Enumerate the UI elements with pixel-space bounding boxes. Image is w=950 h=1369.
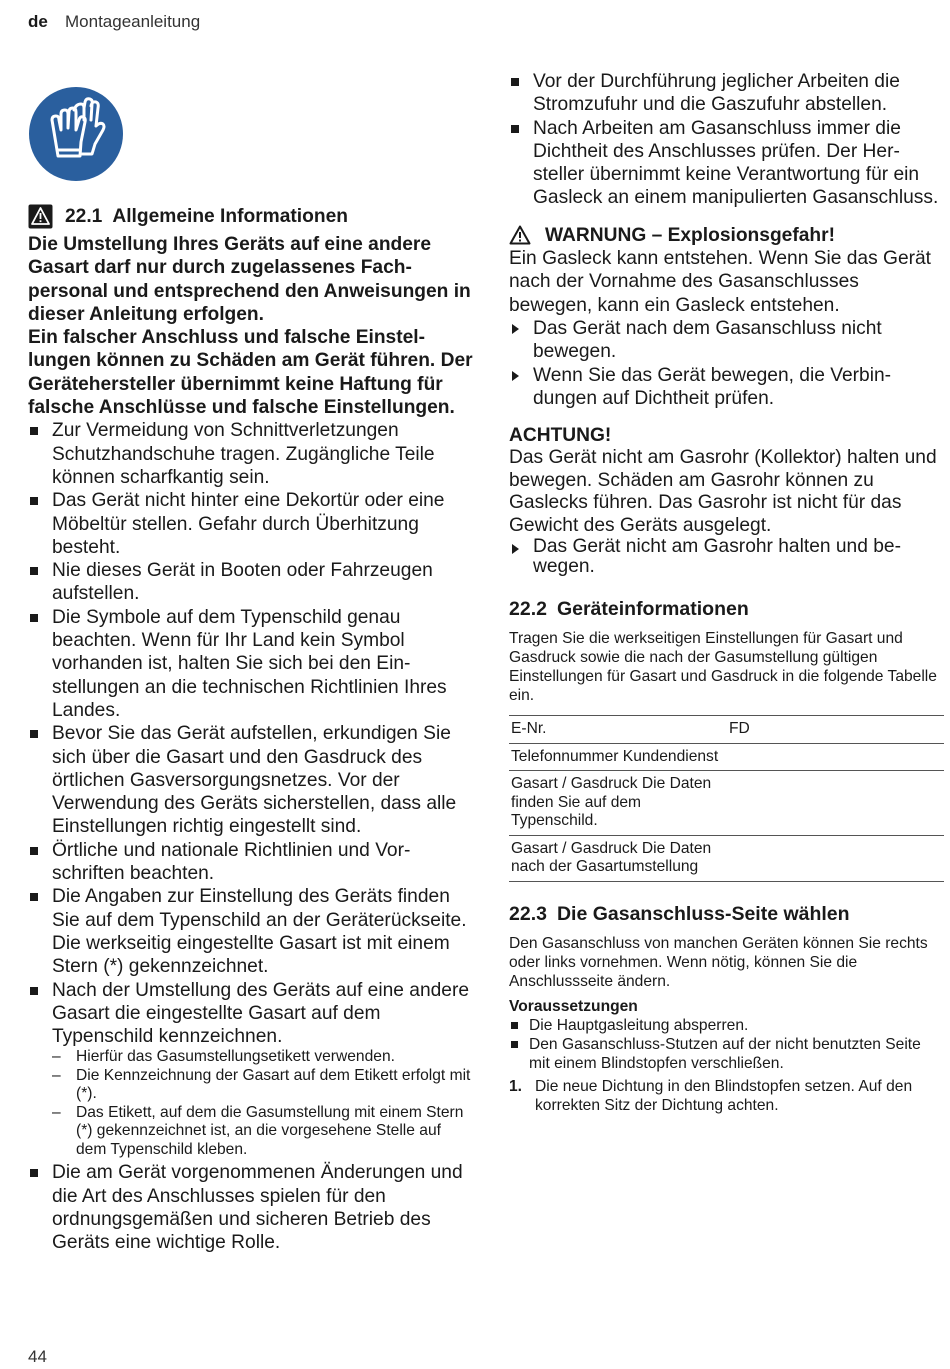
page-number: 44 (28, 1347, 47, 1366)
warning-text: Ein Gasleck kann entstehen. Wenn Sie das Gerät nach der Vornahme des Gasanschlusses bewegen, kann ein Gasleck entstehen. (509, 248, 932, 316)
table-cell: Telefonnummer Kundendienst (509, 743, 727, 771)
right-column (509, 70, 944, 1115)
list-item: Die Angaben zur Einstellung des Geräts finden Sie auf dem Typenschild an der Geräterückseite. Die werkseitig eingestellte Gasart ist mit einem Stern (*) gekennzeichnet. (28, 885, 473, 978)
list-item: Die am Gerät vorgenommenen Änderungen und die Art des Anschlusses spielen für den ordnungsgemäßen und sicheren Betrieb des Geräts eine wichtige Rolle. (28, 1161, 473, 1254)
left-column (28, 86, 473, 1255)
caution-steps (509, 537, 944, 577)
intro-bold-2: Ein falscher Anschluss und falsche Einstellungen können zu Schäden am Gerät führen. Der Gerätehersteller übernimmt keine Haftung für falsche Anschlüsse und falsche Einstellungen. (28, 327, 473, 419)
list-item: – Die Kennzeichnung der Gasart auf dem Etikett erfolgt mit (*). (52, 1067, 473, 1104)
list-item: Zur Vermeidung von Schnittverletzungen Schutzhandschuhe tragen. Zugängliche Teile können scharfkantig sein. (28, 419, 473, 489)
gloves-icon (28, 86, 124, 182)
language-code: de (28, 12, 48, 31)
safety-bullet-list (28, 419, 473, 1048)
list-item: Die Symbole auf dem Typenschild genau beachten. Wenn für Ihr Land kein Symbol vorhanden ist, halten Sie sich bei den Einstellungen an die technischen Richtlinien Ihres Landes. (28, 606, 473, 722)
list-item: Nach der Umstellung des Geräts auf eine andere Gasart die eingestellte Gasart auf dem Typenschild kennzeichnen. (28, 979, 473, 1049)
sub-dash-list (28, 1048, 473, 1159)
list-item: Das Gerät nach dem Gasanschluss nicht bewegen. (509, 317, 944, 364)
table-cell: FD (727, 716, 944, 744)
list-item: Nach Arbeiten am Gasanschluss immer die Dichtheit des Anschlusses prüfen. Der Hersteller übernimmt keine Verantwortung für ein Gasleck an einem manipulierten Gasanschluss. (509, 117, 944, 210)
list-item: Das Gerät nicht am Gasrohr halten und bewegen. (509, 537, 944, 577)
section-number: 22.2 (509, 598, 547, 621)
list-item: Den Gasanschluss-Stutzen auf der nicht benutzten Seite mit einem Blindstopfen verschließen. (509, 1035, 944, 1073)
prerequisites-list (509, 1016, 944, 1073)
warning-steps (509, 317, 944, 410)
section-heading-22-2 (509, 597, 944, 621)
list-item: Das Gerät nicht hinter eine Dekortür oder eine Möbeltür stellen. Gefahr durch Überhitzung besteht. (28, 489, 473, 559)
list-item: Nie dieses Gerät in Booten oder Fahrzeugen aufstellen. (28, 559, 473, 606)
step-number: 1. (509, 1077, 523, 1095)
caution-title: ACHTUNG! (509, 425, 612, 447)
section-number: 22.1 (65, 205, 103, 227)
table-cell: Gasart / Gasdruck Die Daten nach der Gasartumstellung (509, 835, 727, 881)
section-number: 22.3 (509, 902, 547, 925)
section2-text: Tragen Sie die werkseitigen Einstellungen für Gasart und Gasdruck sowie die nach der Gasumstellung gültigen Einstellungen für Gasart und Gasdruck in die folgende Tabelle ein. (509, 630, 937, 705)
warning-icon (28, 204, 53, 229)
list-item: – Das Etikett, auf dem die Gasumstellung mit einem Stern (*) gekennzeichnet ist, an die vorgesehene Stelle auf dem Typenschild kleben. (52, 1104, 473, 1160)
device-info-table (509, 715, 944, 882)
table-row (509, 835, 944, 881)
prerequisites-title: Voraussetzungen (509, 997, 638, 1015)
list-item: Die Hauptgasleitung absperren. (509, 1016, 944, 1035)
table-cell: E-Nr. (509, 716, 727, 744)
section-title: Die Gasanschluss-Seite wählen (556, 902, 850, 925)
list-item: Wenn Sie das Gerät bewegen, die Verbindungen auf Dichtheit prüfen. (509, 364, 944, 411)
intro-bold-1: Die Umstellung Ihres Geräts auf eine andere Gasart darf nur durch zugelassenes Fachpersonal und entsprechend den Anweisungen in dieser Anleitung erfolgen. (28, 234, 471, 325)
steps-list (509, 1077, 944, 1115)
table-row (509, 716, 944, 744)
section-title: Allgemeine Informationen (112, 205, 348, 227)
list-item: – Hierfür das Gasumstellungsetikett verwenden. (52, 1048, 473, 1067)
document-title: Montageanleitung (65, 12, 201, 31)
table-cell (727, 743, 944, 771)
list-item: Örtliche und nationale Richtlinien und Vorschriften beachten. (28, 839, 473, 886)
warning-triangle-icon (509, 225, 531, 245)
list-item (509, 1077, 944, 1115)
table-cell (727, 771, 944, 836)
final-bullet-list (28, 1161, 473, 1254)
section-title: Geräteinformationen (556, 598, 749, 621)
table-row (509, 771, 944, 836)
list-item: Vor der Durchführung jeglicher Arbeiten die Stromzufuhr und die Gaszufuhr abstellen. (509, 70, 944, 117)
top-bullet-list (509, 70, 944, 210)
table-row (509, 743, 944, 771)
table-cell: Gasart / Gasdruck Die Daten finden Sie auf dem Typenschild. (509, 771, 727, 836)
warning-title: WARNUNG – Explosionsgefahr! (545, 224, 835, 246)
list-item: Bevor Sie das Gerät aufstellen, erkundigen Sie sich über die Gasart und den Gasdruck des örtlichen Gasversorgungsnetzes. Vor der Verwendung des Geräts sicherstellen, dass alle Einstellungen richtig eingestellt sind. (28, 722, 473, 838)
table-cell (727, 835, 944, 881)
section-heading-22-3 (509, 902, 944, 926)
section-heading-22-1 (28, 204, 473, 229)
section3-text: Den Gasanschluss von manchen Geräten können Sie rechts oder links vornehmen. Wenn nötig, können Sie die Anschlussseite ändern. (509, 934, 928, 990)
step-text: Die neue Dichtung in den Blindstopfen setzen. Auf den korrekten Sitz der Dichtung achten. (535, 1077, 913, 1114)
warning-heading (509, 224, 944, 247)
caution-text: Das Gerät nicht am Gasrohr (Kollektor) halten und bewegen. Schäden am Gasrohr können zu Gaslecks führen. Das Gasrohr ist nicht für das Gewicht des Geräts ausgelegt. (509, 447, 937, 536)
